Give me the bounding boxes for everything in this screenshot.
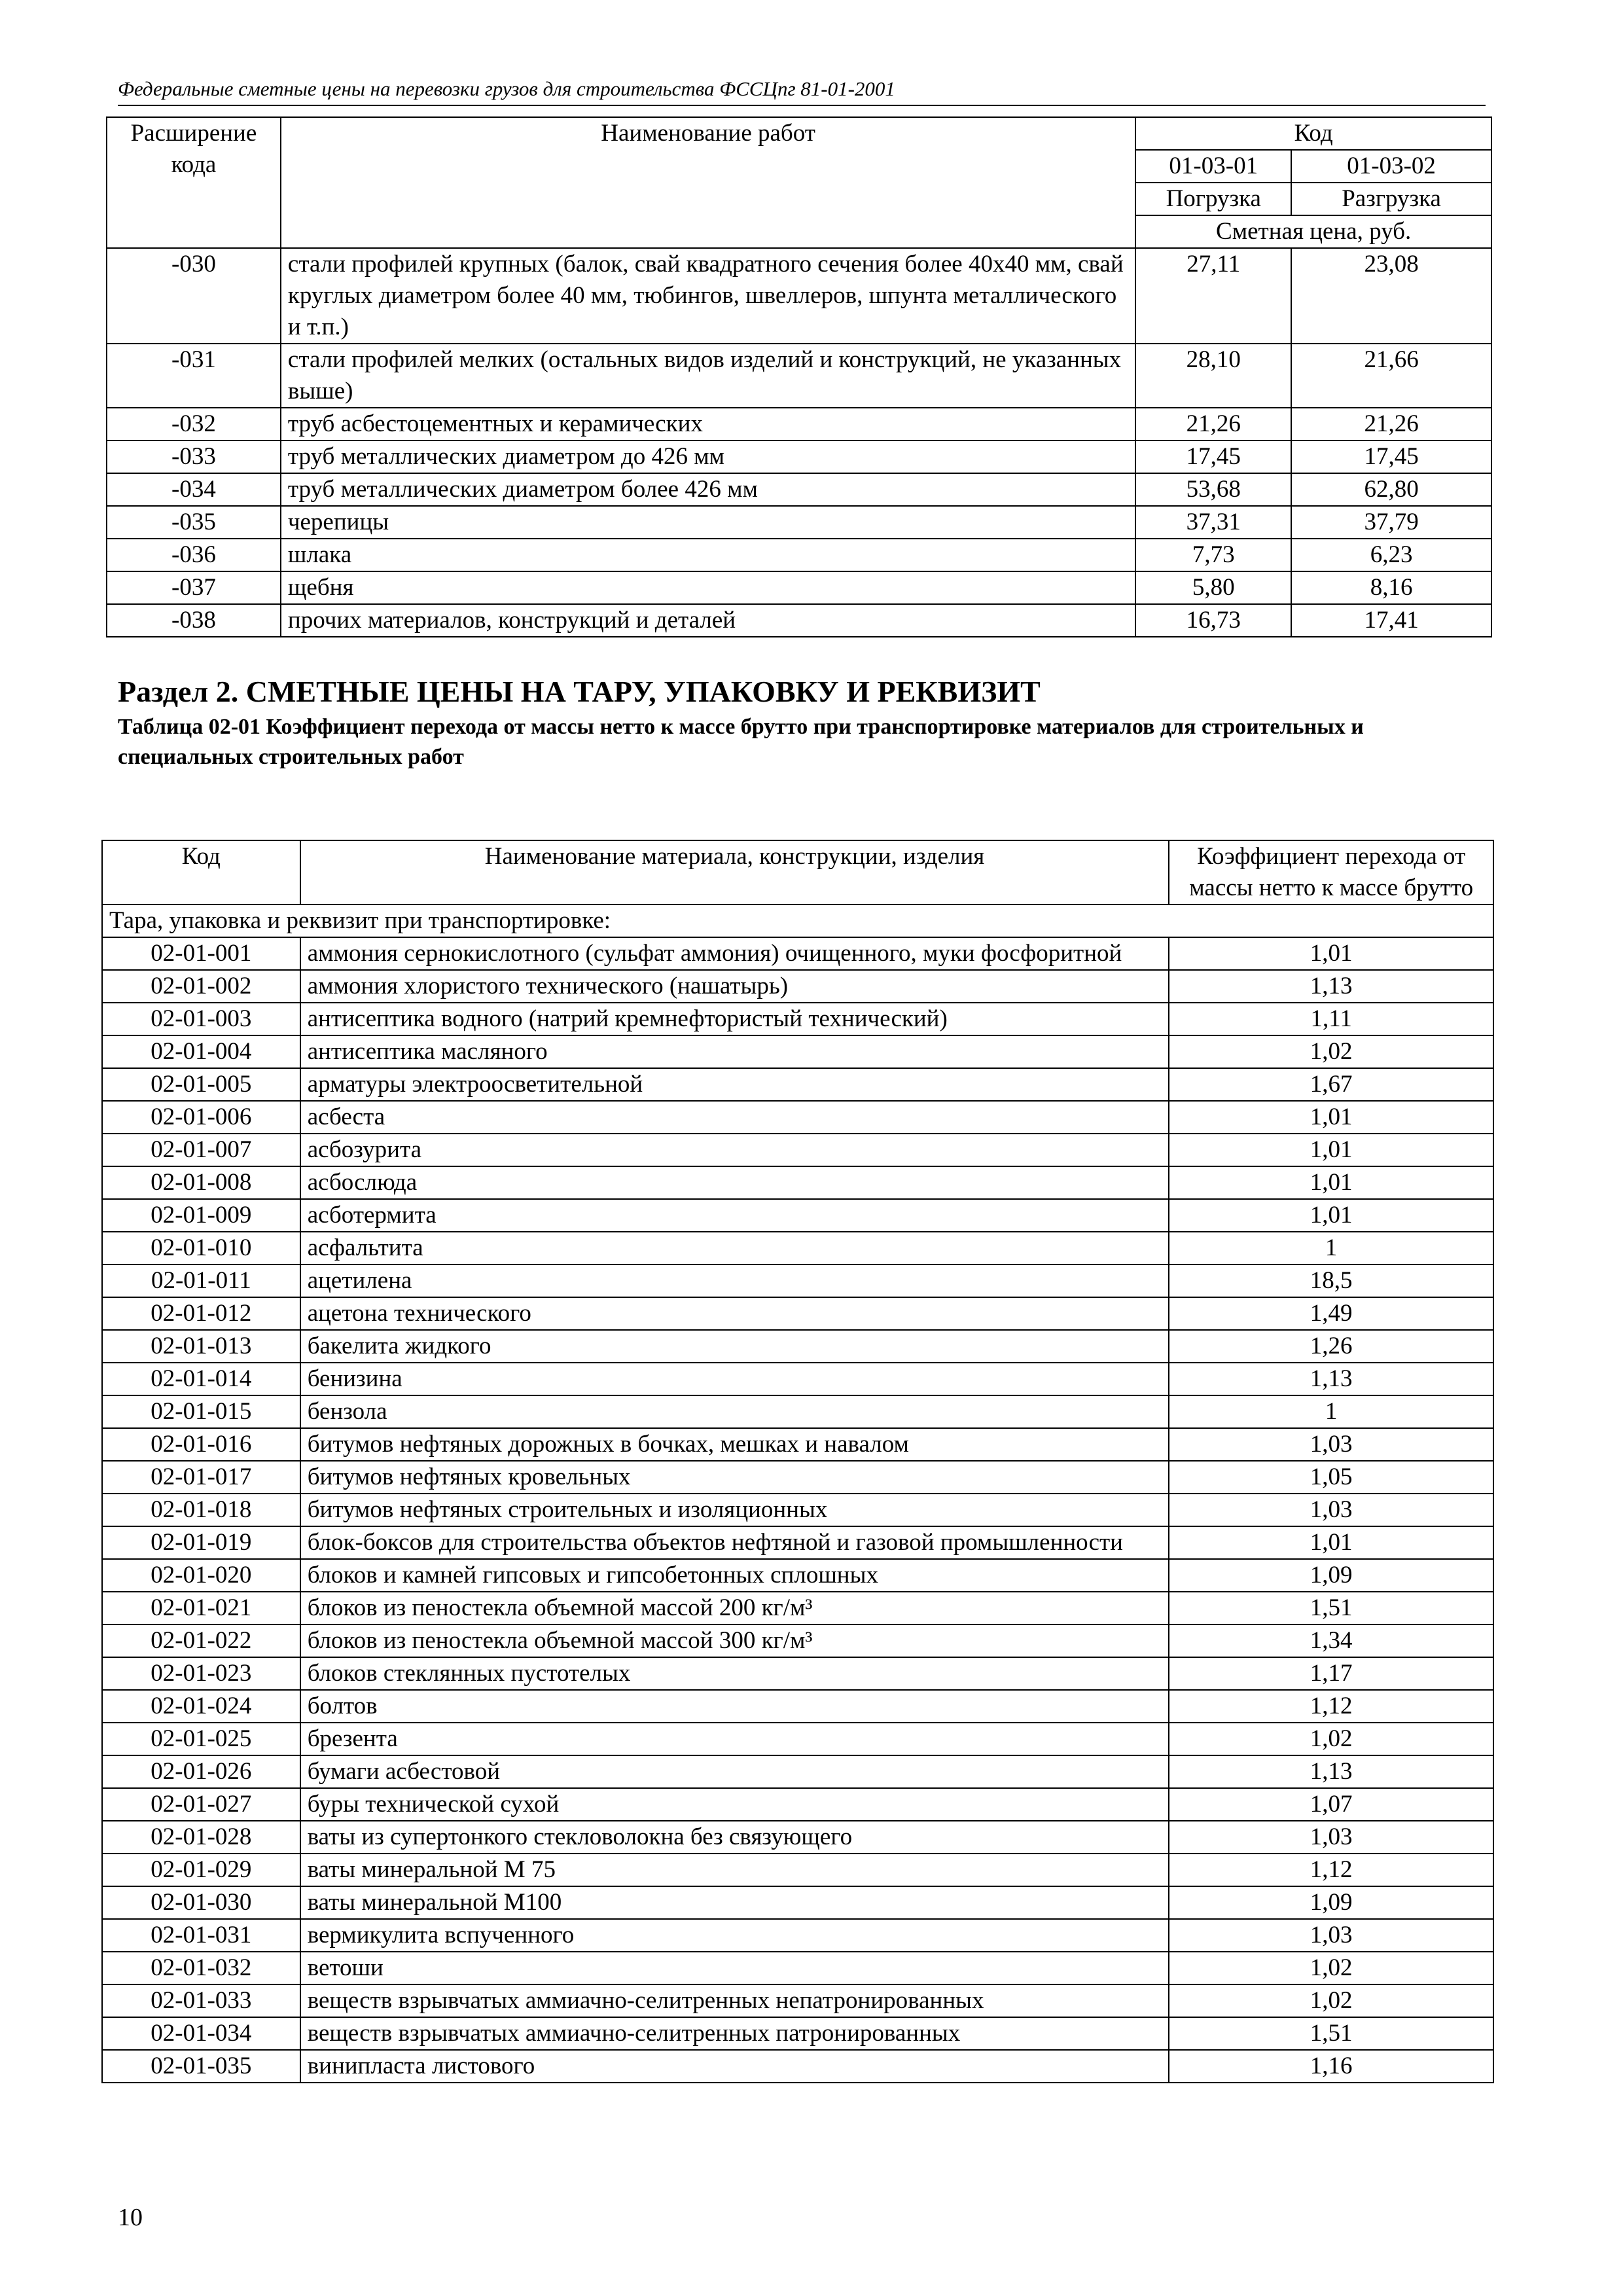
cell-ext-code: -030 [107,248,281,344]
cell-material-name: блок-боксов для строительства объектов нефтяной и газовой промышленности [300,1526,1169,1559]
cell-loading-price: 5,80 [1135,571,1291,604]
header-price: Сметная цена, руб. [1135,215,1491,248]
cell-coefficient: 1,02 [1169,1723,1493,1755]
cell-coefficient: 1,03 [1169,1428,1493,1461]
cell-code: 02-01-016 [102,1428,300,1461]
cell-coefficient: 1,02 [1169,1035,1493,1068]
cell-code: 02-01-018 [102,1494,300,1526]
cell-code: 02-01-028 [102,1821,300,1854]
cell-coefficient: 1,01 [1169,1199,1493,1232]
cell-coefficient: 1,49 [1169,1297,1493,1330]
table-header-row [102,840,1493,905]
cell-coefficient: 1,01 [1169,1166,1493,1199]
cell-code: 02-01-013 [102,1330,300,1363]
table-row [102,1723,1493,1755]
cell-coefficient: 18,5 [1169,1265,1493,1297]
cell-code: 02-01-030 [102,1886,300,1919]
cell-material-name: битумов нефтяных дорожных в бочках, мешках и навалом [300,1428,1169,1461]
table-row [102,1199,1493,1232]
cell-material-name: блоков и камней гипсовых и гипсобетонных сплошных [300,1559,1169,1592]
table-row [107,408,1491,440]
table-row [102,970,1493,1003]
cell-coefficient: 1,12 [1169,1690,1493,1723]
header-loading: Погрузка [1135,183,1291,215]
cell-material-name: ацетона технического [300,1297,1169,1330]
cell-code: 02-01-029 [102,1854,300,1886]
cell-work-name: труб металлических диаметром более 426 мм [281,473,1135,506]
table-row [102,1624,1493,1657]
table-row [102,1755,1493,1788]
table-row [102,1690,1493,1723]
cell-code: 02-01-017 [102,1461,300,1494]
table-caption: Таблица 02-01 Коэффициент перехода от массы нетто к массе брутто при транспортировке материалов для строительных и специальных строительных работ [118,715,1364,769]
table-row [102,1821,1493,1854]
cell-material-name: веществ взрывчатых аммиачно-селитренных непатронированных [300,1984,1169,2017]
cell-ext-code: -032 [107,408,281,440]
cell-material-name: бумаги асбестовой [300,1755,1169,1788]
cell-loading-price: 53,68 [1135,473,1291,506]
cell-coefficient: 1,13 [1169,1755,1493,1788]
table-row [107,506,1491,539]
header-unloading: Разгрузка [1291,183,1491,215]
cell-unloading-price: 17,45 [1291,440,1491,473]
cell-code: 02-01-003 [102,1003,300,1035]
table-row [102,1330,1493,1363]
table-row [102,1232,1493,1265]
cell-coefficient: 1,03 [1169,1821,1493,1854]
cell-coefficient: 1,13 [1169,1363,1493,1395]
table-row [107,248,1491,344]
header-code: Код [1135,117,1491,150]
cell-material-name: ветоши [300,1952,1169,1984]
cell-work-name: стали профилей крупных (балок, свай квадратного сечения более 40х40 мм, свай круглых диаметром более 40 мм, тюбингов, швеллеров, шпунта металлического и т.п.) [281,248,1135,344]
group-label: Тара, упаковка и реквизит при транспортировке: [102,905,1493,937]
cell-code: 02-01-019 [102,1526,300,1559]
table-row [102,1428,1493,1461]
header-material-name: Наименование материала, конструкции, изделия [300,840,1169,905]
cell-code: 02-01-023 [102,1657,300,1690]
cell-code: 02-01-031 [102,1919,300,1952]
header-ext-code: Расширение кода [107,117,281,248]
cell-loading-price: 21,26 [1135,408,1291,440]
cell-material-name: бензола [300,1395,1169,1428]
cell-code: 02-01-001 [102,937,300,970]
table-row [102,1984,1493,2017]
cell-code: 02-01-035 [102,2050,300,2083]
cell-code: 02-01-020 [102,1559,300,1592]
cell-material-name: ваты минеральной М 75 [300,1854,1169,1886]
coefficient-table [101,840,1494,2083]
cell-code: 02-01-034 [102,2017,300,2050]
cell-code: 02-01-012 [102,1297,300,1330]
table-row [102,1068,1493,1101]
cell-code: 02-01-011 [102,1265,300,1297]
table-row [102,1363,1493,1395]
cell-code: 02-01-033 [102,1984,300,2017]
cell-code: 02-01-006 [102,1101,300,1134]
table-row [107,604,1491,637]
cell-material-name: буры технической сухой [300,1788,1169,1821]
cell-code: 02-01-025 [102,1723,300,1755]
cell-material-name: аммония хлористого технического (нашатырь) [300,970,1169,1003]
cell-unloading-price: 8,16 [1291,571,1491,604]
table-row [102,1395,1493,1428]
cell-material-name: асфальтита [300,1232,1169,1265]
group-row [102,905,1493,937]
cell-work-name: прочих материалов, конструкций и деталей [281,604,1135,637]
cell-work-name: черепицы [281,506,1135,539]
price-table [106,117,1492,637]
cell-material-name: винипласта листового [300,2050,1169,2083]
cell-coefficient: 1,51 [1169,1592,1493,1624]
cell-code: 02-01-005 [102,1068,300,1101]
cell-code: 02-01-010 [102,1232,300,1265]
table-row [102,1592,1493,1624]
table-row [107,344,1491,408]
cell-coefficient: 1,67 [1169,1068,1493,1101]
cell-ext-code: -036 [107,539,281,571]
table-row [102,937,1493,970]
table-row [102,1886,1493,1919]
table-row [102,1526,1493,1559]
cell-material-name: болтов [300,1690,1169,1723]
cell-ext-code: -035 [107,506,281,539]
cell-work-name: шлака [281,539,1135,571]
table-row [102,1788,1493,1821]
table-row [102,1657,1493,1690]
cell-ext-code: -034 [107,473,281,506]
cell-unloading-price: 17,41 [1291,604,1491,637]
cell-ext-code: -033 [107,440,281,473]
cell-code: 02-01-009 [102,1199,300,1232]
table-row [102,1101,1493,1134]
running-header: Федеральные сметные цены на перевозки грузов для строительства ФССЦпг 81-01-2001 [118,77,1486,106]
table-row [102,1919,1493,1952]
cell-coefficient: 1,07 [1169,1788,1493,1821]
cell-loading-price: 37,31 [1135,506,1291,539]
cell-unloading-price: 6,23 [1291,539,1491,571]
cell-unloading-price: 21,66 [1291,344,1491,408]
cell-material-name: блоков из пеностекла объемной массой 300 кг/м³ [300,1624,1169,1657]
table-row [102,1952,1493,1984]
cell-coefficient: 1,12 [1169,1854,1493,1886]
section-heading: Раздел 2. СМЕТНЫЕ ЦЕНЫ НА ТАРУ, УПАКОВКУ И РЕКВИЗИТ [118,675,1041,708]
cell-material-name: бакелита жидкого [300,1330,1169,1363]
cell-ext-code: -038 [107,604,281,637]
table-row [107,473,1491,506]
cell-code: 02-01-008 [102,1166,300,1199]
cell-work-name: труб металлических диаметром до 426 мм [281,440,1135,473]
header-code-unloading: 01-03-02 [1291,150,1491,183]
table-row [102,2017,1493,2050]
cell-code: 02-01-032 [102,1952,300,1984]
cell-material-name: битумов нефтяных строительных и изоляционных [300,1494,1169,1526]
table-row [102,1494,1493,1526]
cell-coefficient: 1,16 [1169,2050,1493,2083]
cell-loading-price: 27,11 [1135,248,1291,344]
cell-code: 02-01-022 [102,1624,300,1657]
cell-code: 02-01-014 [102,1363,300,1395]
cell-code: 02-01-007 [102,1134,300,1166]
cell-work-name: стали профилей мелких (остальных видов изделий и конструкций, не указанных выше) [281,344,1135,408]
cell-coefficient: 1,01 [1169,937,1493,970]
table-row [102,1134,1493,1166]
cell-coefficient: 1,11 [1169,1003,1493,1035]
table-row [102,1035,1493,1068]
header-code: Код [102,840,300,905]
cell-coefficient: 1,34 [1169,1624,1493,1657]
cell-work-name: труб асбестоцементных и керамических [281,408,1135,440]
cell-coefficient: 1,13 [1169,970,1493,1003]
table-header-row [107,117,1491,150]
cell-material-name: антисептика водного (натрий кремнефтористый технический) [300,1003,1169,1035]
cell-unloading-price: 37,79 [1291,506,1491,539]
cell-coefficient: 1,02 [1169,1984,1493,2017]
cell-material-name: брезента [300,1723,1169,1755]
cell-coefficient: 1,03 [1169,1494,1493,1526]
cell-unloading-price: 21,26 [1291,408,1491,440]
cell-coefficient: 1 [1169,1395,1493,1428]
cell-material-name: асбеста [300,1101,1169,1134]
header-work-name: Наименование работ [281,117,1135,248]
cell-coefficient: 1,01 [1169,1526,1493,1559]
cell-material-name: бенизина [300,1363,1169,1395]
table-row [102,1461,1493,1494]
cell-work-name: щебня [281,571,1135,604]
header-code-loading: 01-03-01 [1135,150,1291,183]
cell-loading-price: 17,45 [1135,440,1291,473]
cell-material-name: веществ взрывчатых аммиачно-селитренных патронированных [300,2017,1169,2050]
cell-code: 02-01-002 [102,970,300,1003]
table-row [107,440,1491,473]
cell-coefficient: 1,09 [1169,1559,1493,1592]
cell-coefficient: 1,03 [1169,1919,1493,1952]
cell-coefficient: 1,05 [1169,1461,1493,1494]
cell-material-name: антисептика масляного [300,1035,1169,1068]
cell-material-name: асботермита [300,1199,1169,1232]
cell-loading-price: 7,73 [1135,539,1291,571]
table-row [107,571,1491,604]
cell-coefficient: 1,01 [1169,1134,1493,1166]
cell-ext-code: -037 [107,571,281,604]
cell-coefficient: 1,17 [1169,1657,1493,1690]
cell-material-name: асбозурита [300,1134,1169,1166]
cell-material-name: ацетилена [300,1265,1169,1297]
cell-material-name: вермикулита вспученного [300,1919,1169,1952]
cell-coefficient: 1,09 [1169,1886,1493,1919]
cell-coefficient: 1,02 [1169,1952,1493,1984]
cell-code: 02-01-026 [102,1755,300,1788]
cell-coefficient: 1,51 [1169,2017,1493,2050]
cell-code: 02-01-015 [102,1395,300,1428]
header-coefficient: Коэффициент перехода от массы нетто к массе брутто [1169,840,1493,905]
table-row [107,539,1491,571]
table-row [102,1559,1493,1592]
cell-coefficient: 1,26 [1169,1330,1493,1363]
cell-material-name: ваты минеральной М100 [300,1886,1169,1919]
page-number: 10 [118,2204,143,2231]
table-row [102,1297,1493,1330]
cell-loading-price: 16,73 [1135,604,1291,637]
cell-material-name: ваты из супертонкого стекловолокна без связующего [300,1821,1169,1854]
cell-code: 02-01-027 [102,1788,300,1821]
table-row [102,1003,1493,1035]
table-row [102,2050,1493,2083]
table-row [102,1265,1493,1297]
cell-unloading-price: 23,08 [1291,248,1491,344]
cell-loading-price: 28,10 [1135,344,1291,408]
cell-material-name: асбослюда [300,1166,1169,1199]
table-row [102,1854,1493,1886]
cell-coefficient: 1,01 [1169,1101,1493,1134]
cell-material-name: аммония сернокислотного (сульфат аммония) очищенного, муки фосфоритной [300,937,1169,970]
cell-material-name: блоков из пеностекла объемной массой 200 кг/м³ [300,1592,1169,1624]
cell-code: 02-01-004 [102,1035,300,1068]
cell-unloading-price: 62,80 [1291,473,1491,506]
cell-material-name: арматуры электроосветительной [300,1068,1169,1101]
cell-code: 02-01-024 [102,1690,300,1723]
cell-coefficient: 1 [1169,1232,1493,1265]
cell-material-name: блоков стеклянных пустотелых [300,1657,1169,1690]
cell-code: 02-01-021 [102,1592,300,1624]
cell-ext-code: -031 [107,344,281,408]
cell-material-name: битумов нефтяных кровельных [300,1461,1169,1494]
table-row [102,1166,1493,1199]
